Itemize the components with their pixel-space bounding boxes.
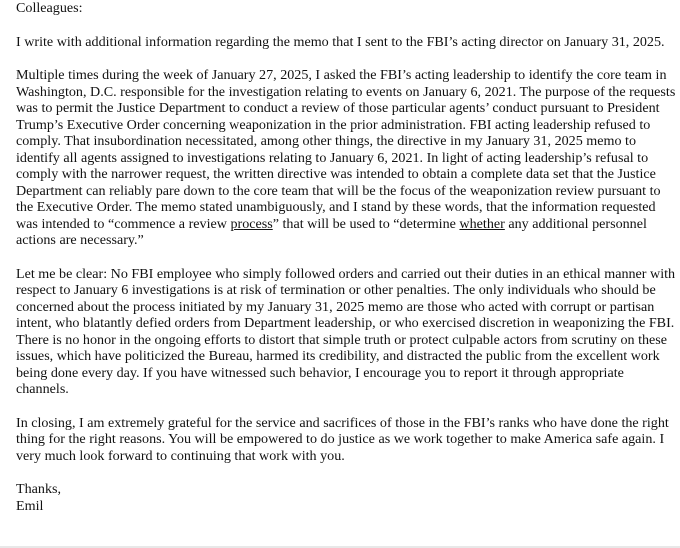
greeting: Colleagues: bbox=[16, 0, 83, 16]
paragraph-request-history-text-1: Multiple times during the week of January 27, 2025, I asked the FBI’s acting leadership to identify the core team in Washington, D.C. responsible for the investigation relating to events on January 6, 2021. The purpose of the requests was to permit the Justice Department to conduct a review of those particular agents’ conduct pursuant to President Trump’s Executive Order concerning weaponization in the prior administration. FBI acting leadership refused to comply. That insubordination necessitated, among other things, the directive in my January 31, 2025 memo to identify all agents assigned to investigations relating to January 6, 2021. In light of acting leadership’s refusal to comply with the narrower request, the written directive was intended to obtain a complete data set that the Justice Department can reliably pare down to the core team that will be the focus of the weaponization review pursuant to the Executive Order. The memo stated unambiguously, and I stand by these words, that the information requested was intended to “commence a review bbox=[16, 67, 676, 232]
paragraph-request-history-text-3: any additional personnel actions are necessary.” bbox=[16, 215, 647, 248]
paragraph-request-history bbox=[16, 67, 676, 249]
signoff: Thanks, bbox=[16, 481, 62, 497]
paragraph-intro: I write with additional information regarding the memo that I sent to the FBI’s acting director on January 31, 2025. bbox=[16, 33, 665, 50]
signature-name: Emil bbox=[16, 497, 44, 514]
letter-body bbox=[16, 0, 676, 514]
paragraph-request-history-text-2: ” that will be used to “determine bbox=[272, 215, 460, 232]
paragraph-clarification: Let me be clear: No FBI employee who simply followed orders and carried out their duties in an ethical manner with respect to January 6 investigations is at risk of termination or other penalties. The only individuals who should be concerned about the process initiated by my January 31, 2025 memo are those who acted with corrupt or partisan intent, who blatantly defied orders from Department leadership, or who exercised discretion in weaponizing the FBI. There is no honor in the ongoing efforts to distort that simple truth or protect culpable actors from scrutiny on these issues, which have politicized the Bureau, harmed its credibility, and distracted the public from the excellent work being done every day. If you have witnessed such behavior, I encourage you to report it through appropriate channels. bbox=[16, 265, 676, 397]
paragraph-closing: In closing, I am extremely grateful for the service and sacrifices of those in the FBI’s ranks who have done the right thing for the right reasons. You will be empowered to do justice as we work together to make America safe again. I very much look forward to continuing that work with you. bbox=[16, 414, 669, 464]
underlined-word-process: process bbox=[230, 215, 273, 232]
underlined-word-whether: whether bbox=[459, 215, 505, 232]
